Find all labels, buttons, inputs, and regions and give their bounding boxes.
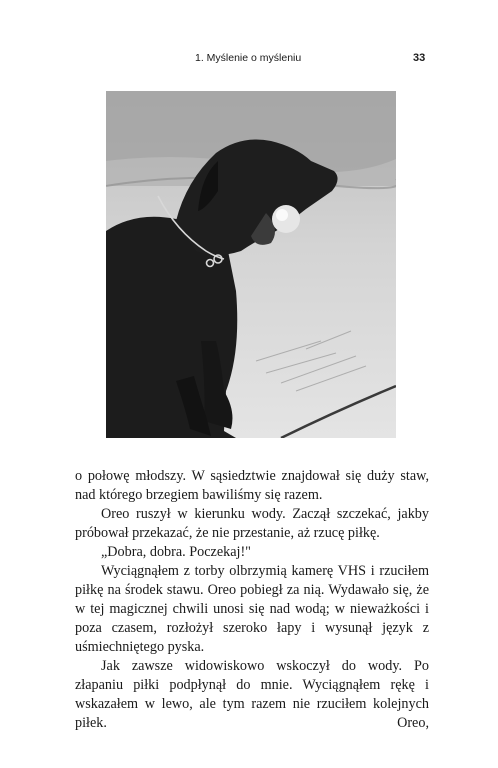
dog-photo bbox=[106, 91, 396, 438]
paragraph-5: Jak zawsze widowiskowo wskoczył do wody. Po złapaniu piłki podpłynął do mnie. Wyciągnąłem rękę i wskazałem w lewo, ale tym razem nie rzuciłem kolejnych piłek. Oreo, bbox=[75, 658, 429, 731]
body-text bbox=[75, 467, 429, 733]
running-title: 1. Myślenie o myśleniu bbox=[195, 52, 302, 64]
paragraph-2: Oreo ruszył w kierunku wody. Zaczął szczekać, jakby próbował przekazać, że nie przestanie, aż rzucę piłkę. bbox=[75, 506, 429, 541]
black-dog-with-ball-photo bbox=[106, 91, 396, 438]
paragraph-3: „Dobra, dobra. Poczekaj!" bbox=[101, 544, 251, 560]
paragraph-1: o połowę młodszy. W sąsiedztwie znajdował się duży staw, nad którego brzegiem bawiliśmy się razem. bbox=[75, 468, 429, 503]
page-number: 33 bbox=[413, 52, 426, 64]
paragraph-4: Wyciągnąłem z torby olbrzymią kamerę VHS i rzuciłem piłkę na środek stawu. Oreo pobiegł za nią. Wydawało się, że w tej magicznej chwili unosi się nad wodą; w nieważkości i poza czasem, rozłożył szeroko łapy i wysunął język z uśmiechniętego pyska. bbox=[75, 563, 429, 655]
